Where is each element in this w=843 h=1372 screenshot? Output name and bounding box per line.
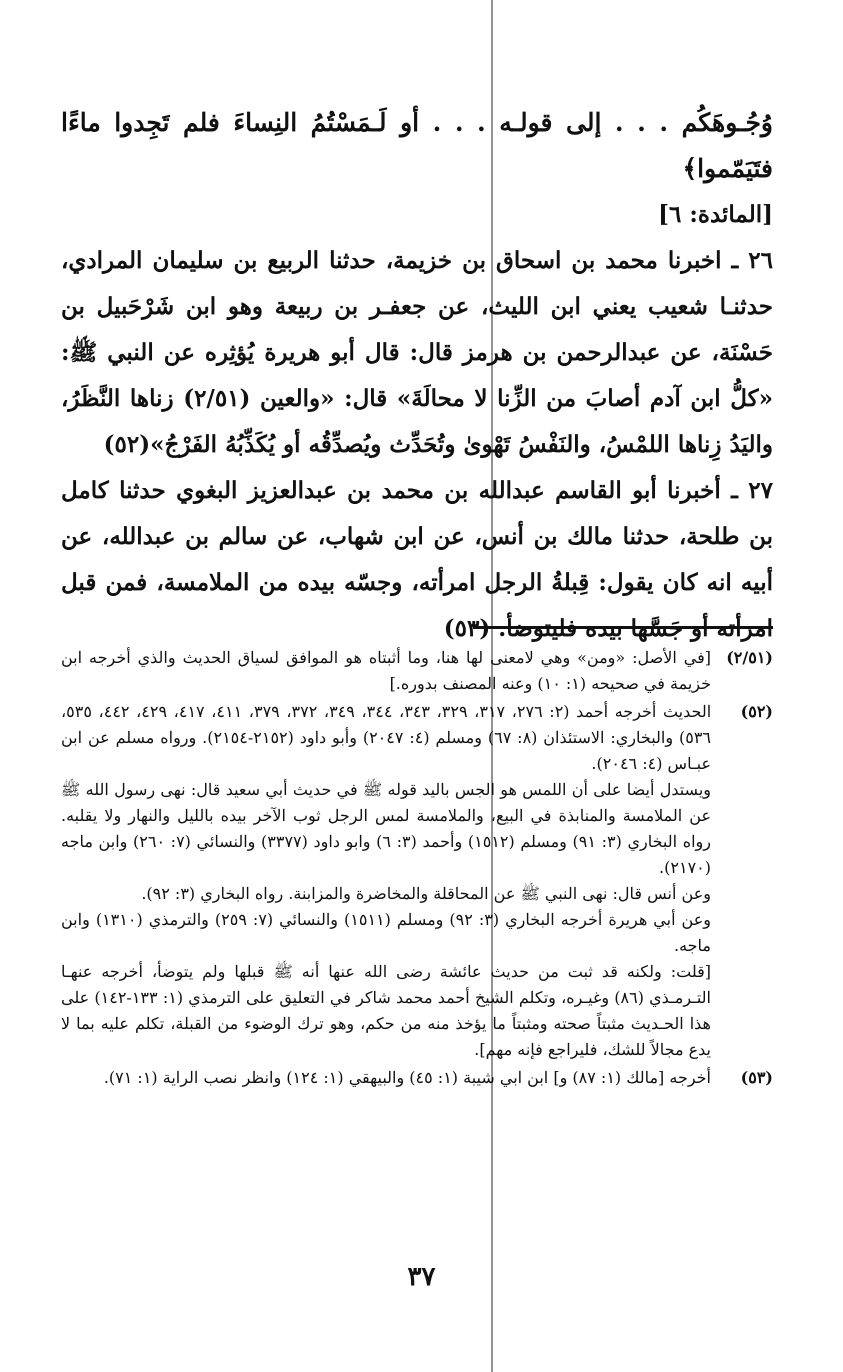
footnote-paragraph: ويستدل أيضا على أن اللمس هو الجس باليد قوله ﷺ في حديث أبي سعيد قال: نهى رسول الله ﷺ عن الملامسة والمنابذة في البيع، والملامسة لمس الرجل ثوب الآخر بيده بالليل والنهار ولا يقلبه. رواه البخاري (٣: ٩١) ومسلم (١٥١٢) وأحمد (٣: ٦) وابو داود (٣٣٧٧) والنسائي (٧: ٢٦٠) وابن ماجه (٢١٧٠). [61, 780, 712, 877]
hadith-26-number: ٢٦ ـ [731, 247, 773, 274]
footnote-paragraph: الحديث أخرجه أحمد (٢: ٢٧٦، ٣١٧، ٣٢٩، ٣٤٣، ٣٤٤، ٣٤٩، ٣٧٢، ٣٧٩، ٤١١، ٤١٧، ٤٢٩، ٤٤٢، ٥٣٥، ٥٣٦) والبخاري: الاستئذان (٨: ٦٧) ومسلم (٤: ٢٠٤٧) وأبو داود (٢١٥٢-٢١٥٤). ورواه مسلم عن ابن عبـاس (٤: ٢٠٤٦). [61, 702, 712, 773]
hadith-26 [61, 238, 773, 468]
footnote-53 [61, 1065, 773, 1091]
page-number: ٣٧ [407, 1262, 436, 1292]
footnote-body [61, 699, 711, 1063]
footnote-paragraph: [قلت: ولكنه قد ثبت من حديث عائشة رضى الله عنها أنه ﷺ قبلها ولم يتوضأ، أخرجه عنهـا التـرمـذي (٨٦) وغيـره، وتكلم الشيخ أحمد محمد شاكر في التعليق على الترمذي (١: ١٣٣-١٤٢) على هذا الحـديث مثبتاً صحته ومثبتاً ما يؤخذ منه من حكم، وهو ترك الوضوء من القبلة، تكلم عليه بما لا يدع مجالاً للشك، فليراجع فإنه مهم]. [61, 962, 711, 1059]
main-text [61, 100, 773, 652]
hadith-27-text: أخبرنا أبو القاسم عبدالله بن محمد بن عبدالعزيز البغوي حدثنا كامل بن طلحة، حدثنا مالك بن أنس، عن ابن شهاب، عن سالم بن عبدالله، عن أبيه انه كان يقول: قِبلةُ الرجل امرأته، وجسّه بيده من الملامسة، فمن قبل امرأته أو جَسَّها بيده فليتوضأ. (٥٣) [61, 477, 773, 642]
footnote-mark: (٢/٥١) [726, 648, 773, 667]
footnote-paragraph: وعن أنس قال: نهى النبي ﷺ عن المحاقلة والمخاضرة والمزابنة. رواه البخاري (٣: ٩٢). [141, 884, 711, 903]
footnote-body [61, 645, 711, 697]
verse-reference: [المائدة: ٦] [658, 201, 773, 228]
footnotes [61, 645, 773, 1091]
footnote-body [61, 1065, 711, 1091]
footnote-mark: (٥٢) [740, 702, 773, 721]
footnote-separator [473, 626, 773, 629]
footnote-paragraph: أخرجه [مالك (١: ٨٧) و] ابن ابي شيبة (١: ٤٥) والبيهقي (١: ١٢٤) وانظر نصب الراية (١: ٧١). [103, 1068, 711, 1087]
footnote-51 [61, 645, 773, 697]
footnote-mark: (٥٣) [740, 1068, 773, 1087]
hadith-26-text: اخبرنا محمد بن اسحاق بن خزيمة، حدثنا الربيع بن سليمان المرادي، حدثنـا شعيب يعني ابن الليث، عن جعفـر بن ربيعة وهو ابن شَرْحَبيل بن حَسْنَة، عن عبدالرحمن بن هرمز قال: قال أبو هريرة يُؤثِره عن النبي ﷺ: «كلُّ ابن آدم أصابَ من الزِّنا لا محالَةَ» قال: «والعين (٢/٥١) زناها النَّظَرُ، واليَدُ زِناها اللمْسُ، والنَفْسُ تَهْوىٰ وتُحَدِّث ويُصدِّقُه أو يُكَذِّبُهُ الفَرْجُ»(٥٢) [61, 247, 773, 458]
verse-line: وُجُـوهَكُم . . . إلى قولـه . . . أو لَـمَسْتُمُ النِساءَ فلم تَجِدوا ماءًا فتَيَمّموا﴾ [61, 108, 773, 183]
hadith-27-number: ٢٧ ـ [731, 477, 773, 504]
footnote-52 [61, 699, 773, 1063]
footnote-paragraph: وعن أبي هريرة أخرجه البخاري (٣: ٩٢) ومسلم (١٥١١) والنسائي (٧: ٢٥٩) والترمذي (١٣١٠) وابن ماجه. [61, 910, 711, 955]
footnote-paragraph: [في الأصل: «ومن» وهي لامعنى لها هنا، وما أثبتاه هو الموافق لسياق الحديث والذي أخرجه ابن خزيمة في صحيحه (١: ١٠) وعنه المصنف بدوره.] [61, 648, 711, 693]
hadith-27 [61, 468, 773, 652]
